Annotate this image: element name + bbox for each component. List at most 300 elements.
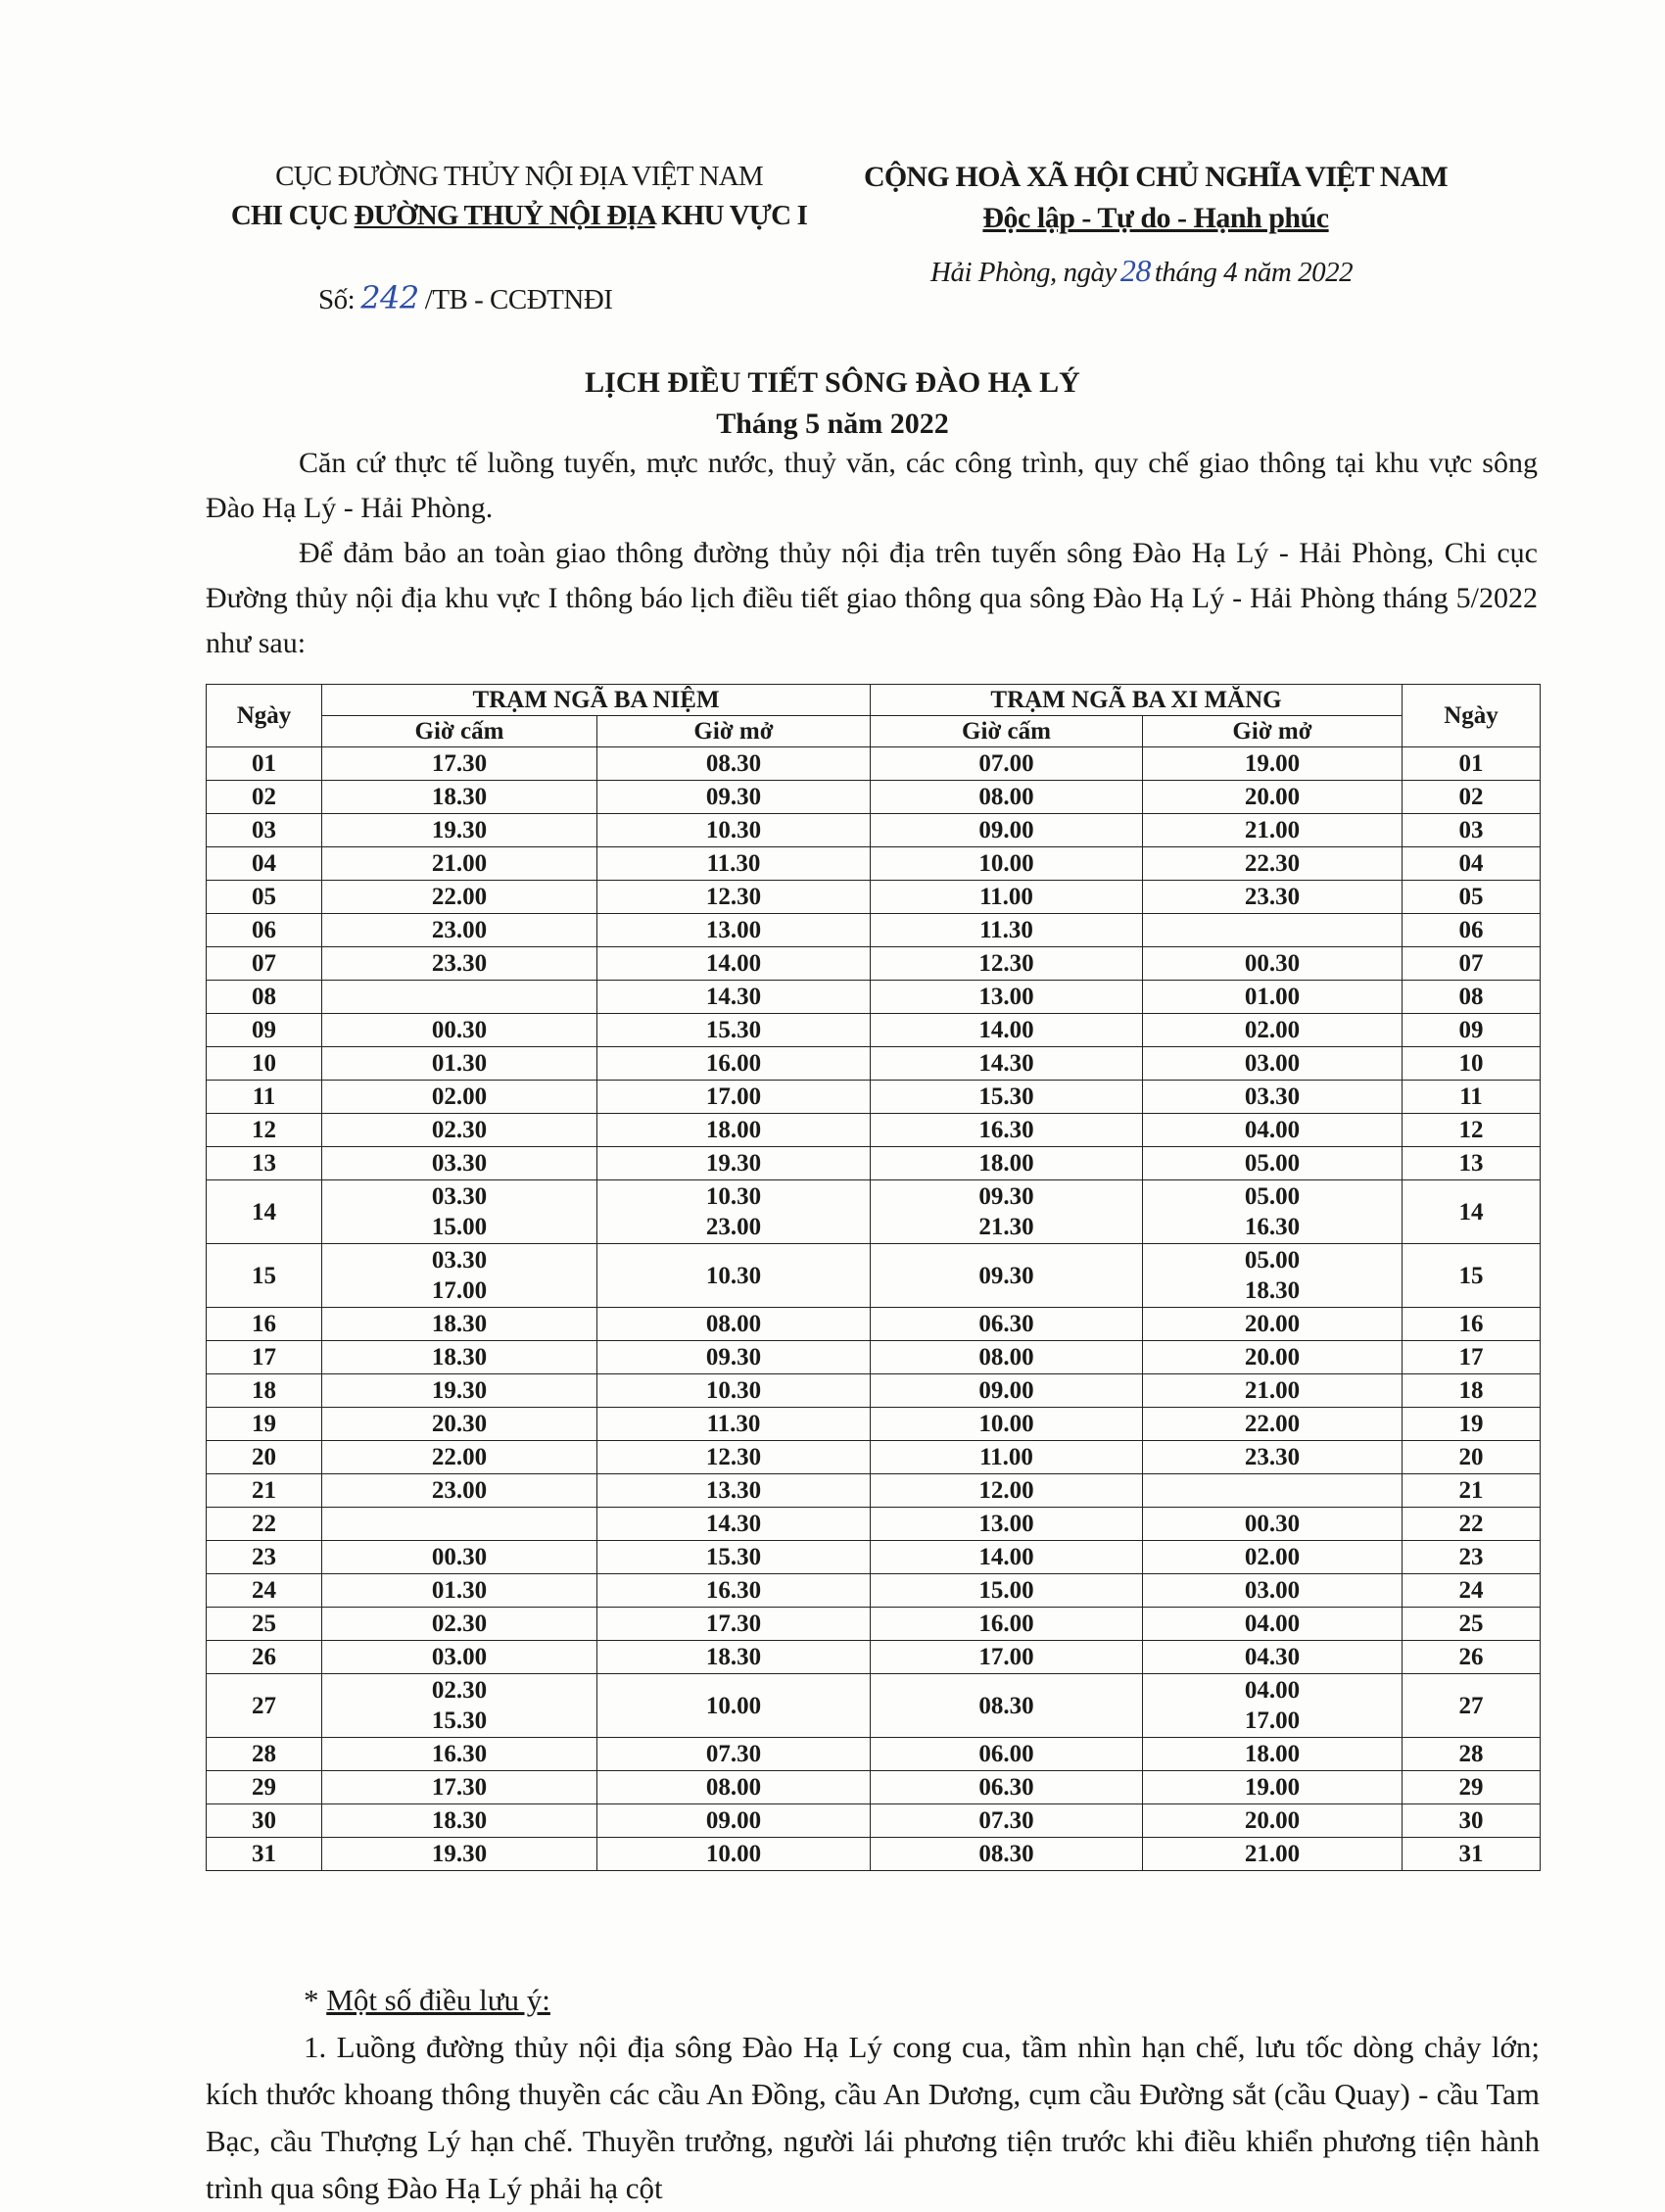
time-value: 06.30 [978,1774,1034,1801]
row-day-right [1403,1244,1541,1308]
title-line-1: LỊCH ĐIỀU TIẾT SÔNG ĐÀO HẠ LÝ [585,366,1080,399]
row-day-left [207,1244,322,1308]
row-day: 27 [252,1692,276,1719]
time-value: 16.30 [978,1117,1034,1143]
time-value: 17.30 [705,1611,762,1637]
row-day: 24 [252,1577,276,1604]
station-1-open-cell [597,1408,871,1441]
station-2-open-cell [1143,1641,1403,1674]
row-day-left [207,1541,322,1574]
time-value: 15.00 [978,1577,1034,1604]
time-value: 13.30 [705,1477,762,1504]
time-value: 15.30 [978,1083,1034,1110]
station-1-open-cell [597,1641,871,1674]
row-day-right [1403,1441,1541,1474]
row-day: 05 [1458,884,1484,910]
station-2-open-cell [1143,1374,1403,1408]
station-1-closed-cell [322,1474,597,1508]
row-day-left [207,1608,322,1641]
time-value: 17.30 [431,1774,488,1801]
time-value: 09.00 [705,1807,762,1834]
time-value: 18.30 [705,1644,762,1670]
table-row [207,1608,1541,1641]
time-value: 22.00 [1244,1411,1301,1437]
time-value: 22.30 [1244,850,1301,877]
station-2-closed-cell [871,1114,1143,1147]
doc-no-label: Số: [318,284,356,315]
station-1-open-cell [597,1014,871,1047]
row-day: 13 [252,1150,276,1177]
row-day-right [1403,1014,1541,1047]
doc-no-handwritten: 242 [360,279,419,316]
row-day-right [1403,1374,1541,1408]
station-2-closed-cell [871,1508,1143,1541]
station-1-open-cell [597,1180,871,1244]
row-day-right [1403,947,1541,981]
row-day: 09 [252,1017,276,1043]
time-value: 02.30 [431,1611,488,1637]
table-row [207,1508,1541,1541]
row-day-right [1403,1114,1541,1147]
row-day-right [1403,847,1541,881]
table-row [207,1804,1541,1838]
time-value: 19.30 [705,1150,762,1177]
row-day-left [207,1574,322,1608]
body-text [206,441,1538,666]
station-2-closed-cell [871,1804,1143,1838]
time-value: 23.30 [1244,1444,1301,1470]
row-day-right [1403,1641,1541,1674]
station-1-closed-cell [322,1771,597,1804]
time-value: 21.30 [978,1214,1034,1240]
station-2-open-cell [1143,981,1403,1014]
time-value: 02.30 [431,1117,488,1143]
time-value: 19.00 [1244,750,1301,777]
station-2-open-cell [1143,1047,1403,1081]
time-value: 07.30 [705,1741,762,1767]
time-value: 14.00 [978,1544,1034,1570]
row-day: 10 [1458,1050,1484,1077]
table-row [207,1341,1541,1374]
time-value: 09.00 [978,817,1034,843]
row-day-right [1403,981,1541,1014]
row-day: 15 [252,1262,276,1289]
row-day-right [1403,1341,1541,1374]
row-day: 20 [1458,1444,1484,1470]
time-value: 08.00 [978,1344,1034,1370]
row-day-right [1403,1180,1541,1244]
station-1-open-cell [597,914,871,947]
row-day: 06 [252,917,276,943]
row-day-left [207,1180,322,1244]
station-2-closed-cell [871,847,1143,881]
time-value: 01.00 [1244,984,1301,1010]
row-day: 31 [1458,1841,1484,1867]
row-day-right [1403,881,1541,914]
station-2-closed-cell [871,1608,1143,1641]
note-item-1: 1. Luồng đường thủy nội địa sông Đào Hạ Lý cong cua, tầm nhìn hạn chế, lưu tốc dòng chảy lớn; kích thước khoang thông thuyền các cầu An Đồng, cầu An Dương, cụm cầu Đường sắt (cầu Quay) - cầu Tam Bạc, cầu Thượng Lý hạn chế. Thuyền trưởng, người lái phương tiện trước khi điều khiển phương tiện hành trình qua sông Đào Hạ Lý phải hạ cột [206,2030,1540,2205]
nation-name: CỘNG HOÀ XÃ HỘI CHỦ NGHĨA VIỆT NAM [864,161,1448,193]
station-1-closed-cell [322,914,597,947]
row-day-right [1403,1308,1541,1341]
table-row [207,1308,1541,1341]
station-1-open-cell [597,1674,871,1738]
row-day-right [1403,1838,1541,1871]
station-2-closed-cell [871,1541,1143,1574]
row-day-left [207,747,322,781]
station-1-open-cell [597,1081,871,1114]
time-value: 00.30 [1244,1511,1301,1537]
table-row [207,1047,1541,1081]
row-day-right [1403,1147,1541,1180]
time-value: 03.30 [431,1150,488,1177]
row-day: 24 [1458,1577,1484,1604]
station-1-closed-cell [322,1541,597,1574]
station-1-open-cell [597,1738,871,1771]
station-1-closed-cell [322,1180,597,1244]
station-1-open-cell [597,814,871,847]
document-title [0,362,1665,445]
station-1-closed-cell [322,1014,597,1047]
time-value: 16.30 [1244,1214,1301,1240]
row-day: 14 [252,1198,276,1226]
station-1-closed-cell [322,747,597,781]
time-value: 04.00 [1244,1117,1301,1143]
row-day-left [207,1114,322,1147]
station-2-closed-cell [871,814,1143,847]
station-1-open-cell [597,1047,871,1081]
row-day: 18 [1458,1377,1484,1404]
row-day: 23 [1458,1544,1484,1570]
station-2-open-cell [1143,1674,1403,1738]
row-day: 03 [1458,817,1484,843]
station-2-open-cell [1143,814,1403,847]
time-value: 07.30 [978,1807,1034,1834]
time-value: 08.30 [705,750,762,777]
time-value: 19.30 [431,817,488,843]
time-value: 10.30 [705,1183,762,1210]
time-value: 23.00 [431,917,488,943]
row-day: 30 [1458,1807,1484,1834]
date-suffix: tháng 4 năm 2022 [1154,257,1354,288]
time-value: 03.30 [431,1183,488,1210]
table-row [207,1474,1541,1508]
station-1-closed-cell [322,981,597,1014]
station-2-closed-cell [871,1408,1143,1441]
station-1-open-cell [597,1838,871,1871]
station-2-open-cell [1143,1608,1403,1641]
row-day: 29 [1458,1774,1484,1801]
row-day-left [207,1014,322,1047]
row-day-left [207,1804,322,1838]
station-1-open-cell [597,847,871,881]
table-row [207,1674,1541,1738]
time-value: 15.30 [431,1707,488,1734]
station-2-open-cell [1143,1408,1403,1441]
time-value: 11.30 [979,917,1033,943]
row-day: 29 [252,1774,276,1801]
station-1-open-cell [597,947,871,981]
station-2-header: TRẠM NGÃ BA XI MĂNG [871,685,1403,716]
time-value: 14.30 [705,984,762,1010]
time-value: 23.30 [1244,884,1301,910]
station-2-closed-cell [871,914,1143,947]
station-1-open-cell [597,1308,871,1341]
station-1-closed-cell [322,1341,597,1374]
station-2-open-cell [1143,747,1403,781]
time-value: 18.00 [978,1150,1034,1177]
station-2-closed-cell [871,1674,1143,1738]
time-value: 10.00 [978,850,1034,877]
row-day: 09 [1458,1017,1484,1043]
time-value: 03.30 [1244,1083,1301,1110]
station-2-closed-cell [871,1374,1143,1408]
row-day-right [1403,1771,1541,1804]
station-2-closed-cell [871,1180,1143,1244]
body-paragraph-2: Để đảm bảo an toàn giao thông đường thủy nội địa trên tuyến sông Đào Hạ Lý - Hải Phòng, Chi cục Đường thủy nội địa khu vực I thông báo lịch điều tiết giao thông qua sông Đào Hạ Lý - Hải Phòng tháng 5/2022 như sau: [206,537,1538,659]
time-value: 04.00 [1244,1611,1301,1637]
row-day-left [207,914,322,947]
station-1-open-header: Giờ mở [597,716,871,747]
table-row [207,1408,1541,1441]
row-day: 03 [252,817,276,843]
time-value: 09.30 [705,1344,762,1370]
time-value: 00.30 [431,1544,488,1570]
notes-star: * [304,1983,319,2017]
station-1-closed-cell [322,1574,597,1608]
time-value: 23.00 [431,1477,488,1504]
time-value: 00.30 [431,1017,488,1043]
station-1-closed-cell [322,1608,597,1641]
time-value: 09.00 [978,1377,1034,1404]
station-2-open-cell [1143,1441,1403,1474]
time-value: 17.30 [431,750,488,777]
station-2-open-cell [1143,1574,1403,1608]
time-value: 15.30 [705,1544,762,1570]
station-2-closed-cell [871,981,1143,1014]
row-day: 31 [252,1841,276,1867]
station-2-open-cell [1143,1180,1403,1244]
row-day-right [1403,1541,1541,1574]
row-day: 02 [1458,784,1484,810]
row-day-right [1403,1608,1541,1641]
station-1-closed-cell [322,947,597,981]
station-1-open-cell [597,747,871,781]
row-day: 28 [1458,1741,1484,1767]
station-1-open-cell [597,1608,871,1641]
subagency-name [201,196,837,235]
row-day-right [1403,1474,1541,1508]
row-day-left [207,1047,322,1081]
notes-heading [206,1977,1540,2024]
row-day: 21 [252,1477,276,1504]
table-row [207,1771,1541,1804]
row-day: 11 [1459,1083,1483,1110]
station-1-closed-cell [322,1508,597,1541]
station-2-open-cell [1143,1341,1403,1374]
row-day: 07 [252,950,276,977]
time-value: 15.00 [431,1214,488,1240]
time-value: 11.00 [979,1444,1033,1470]
time-value: 05.00 [1244,1247,1301,1274]
row-day-left [207,1674,322,1738]
time-value: 17.00 [705,1083,762,1110]
time-value: 08.00 [705,1311,762,1337]
row-day: 07 [1458,950,1484,977]
station-2-open-cell [1143,1838,1403,1871]
station-1-closed-cell [322,1738,597,1771]
row-day: 10 [252,1050,276,1077]
row-day: 25 [1458,1611,1484,1637]
time-value: 14.30 [978,1050,1034,1077]
station-2-closed-cell [871,947,1143,981]
time-value: 08.30 [978,1692,1034,1719]
row-day-right [1403,1804,1541,1838]
row-day: 16 [252,1311,276,1337]
time-value: 20.00 [1244,784,1301,810]
row-day: 04 [252,850,276,877]
station-2-open-cell [1143,1308,1403,1341]
station-2-closed-cell [871,881,1143,914]
time-value: 11.30 [706,1411,761,1437]
time-value: 05.00 [1244,1183,1301,1210]
station-2-closed-cell [871,1308,1143,1341]
station-2-open-cell [1143,1738,1403,1771]
row-day: 30 [252,1807,276,1834]
table-row [207,914,1541,947]
time-value: 06.00 [978,1741,1034,1767]
time-value: 01.30 [431,1050,488,1077]
station-1-open-cell [597,1508,871,1541]
station-1-open-cell [597,1147,871,1180]
time-value: 13.00 [978,1511,1034,1537]
station-1-open-cell [597,1441,871,1474]
body-paragraph-1: Căn cứ thực tế luồng tuyến, mực nước, thuỷ văn, các công trình, quy chế giao thông tại khu vực sông Đào Hạ Lý - Hải Phòng. [206,447,1538,524]
time-value: 18.30 [431,1344,488,1370]
station-1-closed-cell [322,1147,597,1180]
row-day: 25 [252,1611,276,1637]
time-value: 10.00 [705,1692,762,1719]
time-value: 16.00 [978,1611,1034,1637]
time-value: 03.00 [1244,1050,1301,1077]
row-day: 19 [252,1411,276,1437]
table-subheader-row [207,716,1541,747]
station-2-closed-cell [871,1147,1143,1180]
row-day: 02 [252,784,276,810]
row-day: 01 [252,750,276,777]
national-heading-block [842,157,1469,239]
station-1-closed-cell [322,781,597,814]
time-value: 00.30 [1244,950,1301,977]
row-day-left [207,1474,322,1508]
time-value: 12.30 [705,884,762,910]
time-value: 11.00 [979,884,1033,910]
table-row [207,1641,1541,1674]
row-day-left [207,1641,322,1674]
station-2-closed-cell [871,1474,1143,1508]
station-2-open-cell [1143,781,1403,814]
row-day-left [207,1441,322,1474]
station-1-closed-cell [322,1374,597,1408]
station-1-open-cell [597,1341,871,1374]
station-1-open-cell [597,781,871,814]
station-1-open-cell [597,1374,871,1408]
time-value: 18.30 [431,1311,488,1337]
station-1-open-cell [597,1574,871,1608]
time-value: 09.30 [705,784,762,810]
table-row [207,1738,1541,1771]
time-value: 06.30 [978,1311,1034,1337]
time-value: 20.00 [1244,1311,1301,1337]
station-2-open-cell [1143,1114,1403,1147]
time-value: 17.00 [431,1277,488,1304]
table-row [207,981,1541,1014]
table-row [207,881,1541,914]
time-value: 20.30 [431,1411,488,1437]
row-day-right [1403,914,1541,947]
row-day-right [1403,781,1541,814]
row-day-right [1403,747,1541,781]
station-2-closed-cell [871,781,1143,814]
time-value: 03.00 [1244,1577,1301,1604]
subagency-prefix: CHI CỤC [230,200,349,231]
station-1-closed-cell [322,1674,597,1738]
row-day: 26 [252,1644,276,1670]
time-value: 01.30 [431,1577,488,1604]
time-value: 05.00 [1244,1150,1301,1177]
station-1-closed-header: Giờ cấm [322,716,597,747]
station-1-closed-cell [322,1641,597,1674]
row-day: 15 [1458,1262,1484,1289]
row-day: 12 [252,1117,276,1143]
time-value: 21.00 [1244,1841,1301,1867]
station-2-closed-cell [871,1341,1143,1374]
time-value: 23.30 [431,950,488,977]
row-day-left [207,1838,322,1871]
row-day-right [1403,1047,1541,1081]
row-day-left [207,881,322,914]
national-motto: Độc lập - Tự do - Hạnh phúc [982,202,1329,234]
station-1-closed-cell [322,1838,597,1871]
row-day: 19 [1458,1411,1484,1437]
time-value: 16.30 [705,1577,762,1604]
time-value: 04.00 [1244,1677,1301,1704]
station-2-closed-header: Giờ cấm [871,716,1143,747]
table-row [207,1541,1541,1574]
subagency-underlined: ĐƯỜNG THUỶ NỘI ĐỊA [354,200,655,231]
time-value: 13.00 [978,984,1034,1010]
issuing-agency-block [201,157,837,235]
row-day: 11 [252,1083,276,1110]
time-value: 08.30 [978,1841,1034,1867]
time-value: 02.00 [431,1083,488,1110]
time-value: 12.30 [978,950,1034,977]
station-1-header: TRẠM NGÃ BA NIỆM [322,685,871,716]
station-2-open-cell [1143,1014,1403,1047]
time-value: 14.30 [705,1511,762,1537]
table-row [207,747,1541,781]
station-1-closed-cell [322,1047,597,1081]
row-day-left [207,1408,322,1441]
table-header-row [207,685,1541,716]
station-1-closed-cell [322,1408,597,1441]
time-value: 19.00 [1244,1774,1301,1801]
station-1-closed-cell [322,1081,597,1114]
time-value: 12.00 [978,1477,1034,1504]
time-value: 20.00 [1244,1344,1301,1370]
time-value: 13.00 [705,917,762,943]
row-day: 17 [252,1344,276,1370]
